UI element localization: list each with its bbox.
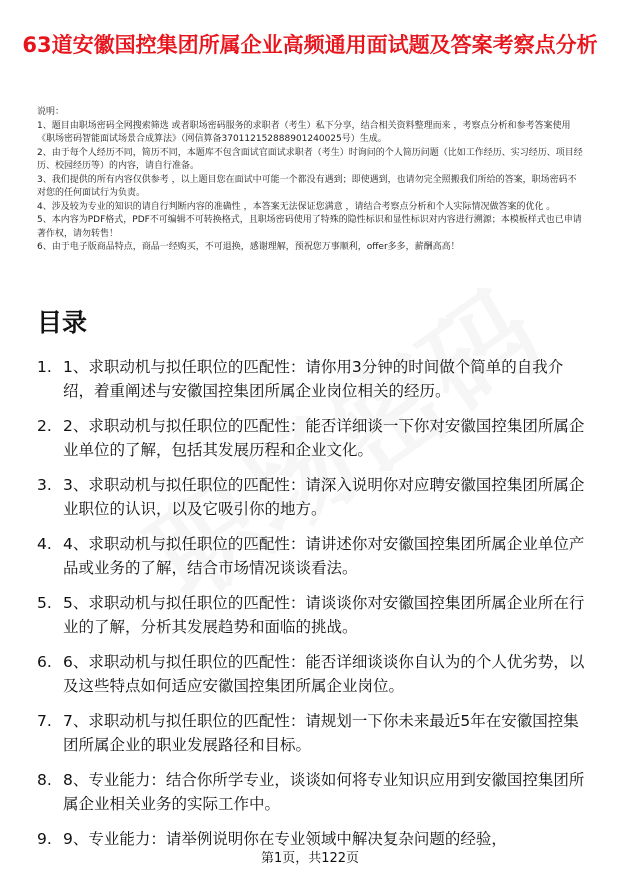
toc-item-number: 3. (37, 476, 52, 494)
note-item: 1、题目由职场密码全网搜索筛选 或者职场密码服务的求职者（考生）私下分享，结合相关资料整理而来 ，考察点分析和参考答案使用《职场密码智能面试场景合成算法》（网信算备370112152888901240025号）生成。 (37, 120, 571, 144)
note-item: 5、本内容为PDF格式，PDF不可编辑不可转换格式，且职场密码使用了特殊的隐性标识和显性标识对内容进行溯源；本模板样式也已申请著作权，请勿转售！ (37, 215, 582, 239)
toc-item-text[interactable]: 9、专业能力：请举例说明你在专业领域中解决复杂问题的经验， (63, 830, 507, 848)
toc-item[interactable] (37, 768, 585, 816)
toc-item[interactable] (37, 532, 585, 580)
toc-item-text[interactable]: 2、求职动机与拟任职位的匹配性：能否详细谈一下你对安徽国控集团所属企业单位的了解，包括其发展历程和企业文化。 (63, 417, 585, 459)
toc-item[interactable] (37, 355, 585, 403)
toc-item-number: 2. (37, 417, 52, 435)
note-item: 2、由于每个人经历不同，简历不同，本题库不包含面试官面试求职者（考生）时询问的个人简历问题（比如工作经历、实习经历、项目经历、校园经历等）的内容，请自行准备。 (37, 147, 583, 171)
toc-item[interactable] (37, 650, 585, 698)
note-item: 6、由于电子版商品特点，商品一经购买，不可退换，感谢理解，预祝您万事顺利，offer多多，薪酬高高！ (37, 242, 460, 252)
toc-list (37, 355, 585, 862)
note-item: 4、涉及较为专业的知识的请自行判断内容的准确性 ，本答案无法保证您满意 ，请结合考察点分析和个人实际情况做答案的优化 。 (37, 201, 556, 212)
notes-heading: 说明： (37, 107, 65, 117)
toc-item[interactable] (37, 709, 585, 757)
toc-heading: 目录 (37, 308, 88, 337)
toc-item-number: 9. (37, 830, 52, 848)
toc-item-number: 4. (37, 535, 52, 553)
toc-item-number: 1. (37, 358, 52, 376)
toc-item-text[interactable]: 6、求职动机与拟任职位的匹配性：能否详细谈谈你自认为的个人优劣势，以及这些特点如何适应安徽国控集团所属企业岗位。 (63, 653, 585, 695)
document-title: 63道安徽国控集团所属企业高频通用面试题及答案考察点分析 (22, 33, 598, 57)
page-footer: 第1页，共122页 (260, 851, 360, 866)
toc-item-text[interactable]: 7、求职动机与拟任职位的匹配性：请规划一下你未来最近5年在安徽国控集团所属企业的职业发展路径和目标。 (63, 712, 579, 754)
toc-item-number: 5. (37, 594, 52, 612)
toc-item[interactable] (37, 473, 585, 521)
toc-item-number: 6. (37, 653, 52, 671)
notes-section (37, 106, 585, 255)
toc-item[interactable] (37, 414, 585, 462)
toc-item-text[interactable]: 5、求职动机与拟任职位的匹配性：请谈谈你对安徽国控集团所属企业所在行业的了解，分析其发展趋势和面临的挑战。 (63, 594, 585, 636)
toc-item-text[interactable]: 1、求职动机与拟任职位的匹配性：请你用3分钟的时间做个简单的自我介绍，着重阐述与安徽国控集团所属企业岗位相关的经历。 (63, 358, 564, 400)
toc-item-text[interactable]: 3、求职动机与拟任职位的匹配性：请深入说明你对应聘安徽国控集团所属企业职位的认识，以及它吸引你的地方。 (63, 476, 585, 518)
toc-item[interactable] (37, 591, 585, 639)
note-item: 3、我们提供的所有内容仅供参考 ，以上题目您在面试中可能一个都没有遇到；即使遇到，也请勿完全照搬我们所给的答案，职场密码不对您的任何面试行为负责。 (37, 174, 577, 198)
toc-item-number: 7. (37, 712, 52, 730)
toc-item-text[interactable]: 8、专业能力：结合你所学专业，谈谈如何将专业知识应用到安徽国控集团所属企业相关业务的实际工作中。 (63, 771, 585, 813)
toc-item-number: 8. (37, 771, 52, 789)
toc-item-text[interactable]: 4、求职动机与拟任职位的匹配性：请讲述你对安徽国控集团所属企业单位产品或业务的了解，结合市场情况谈谈看法。 (63, 535, 585, 577)
